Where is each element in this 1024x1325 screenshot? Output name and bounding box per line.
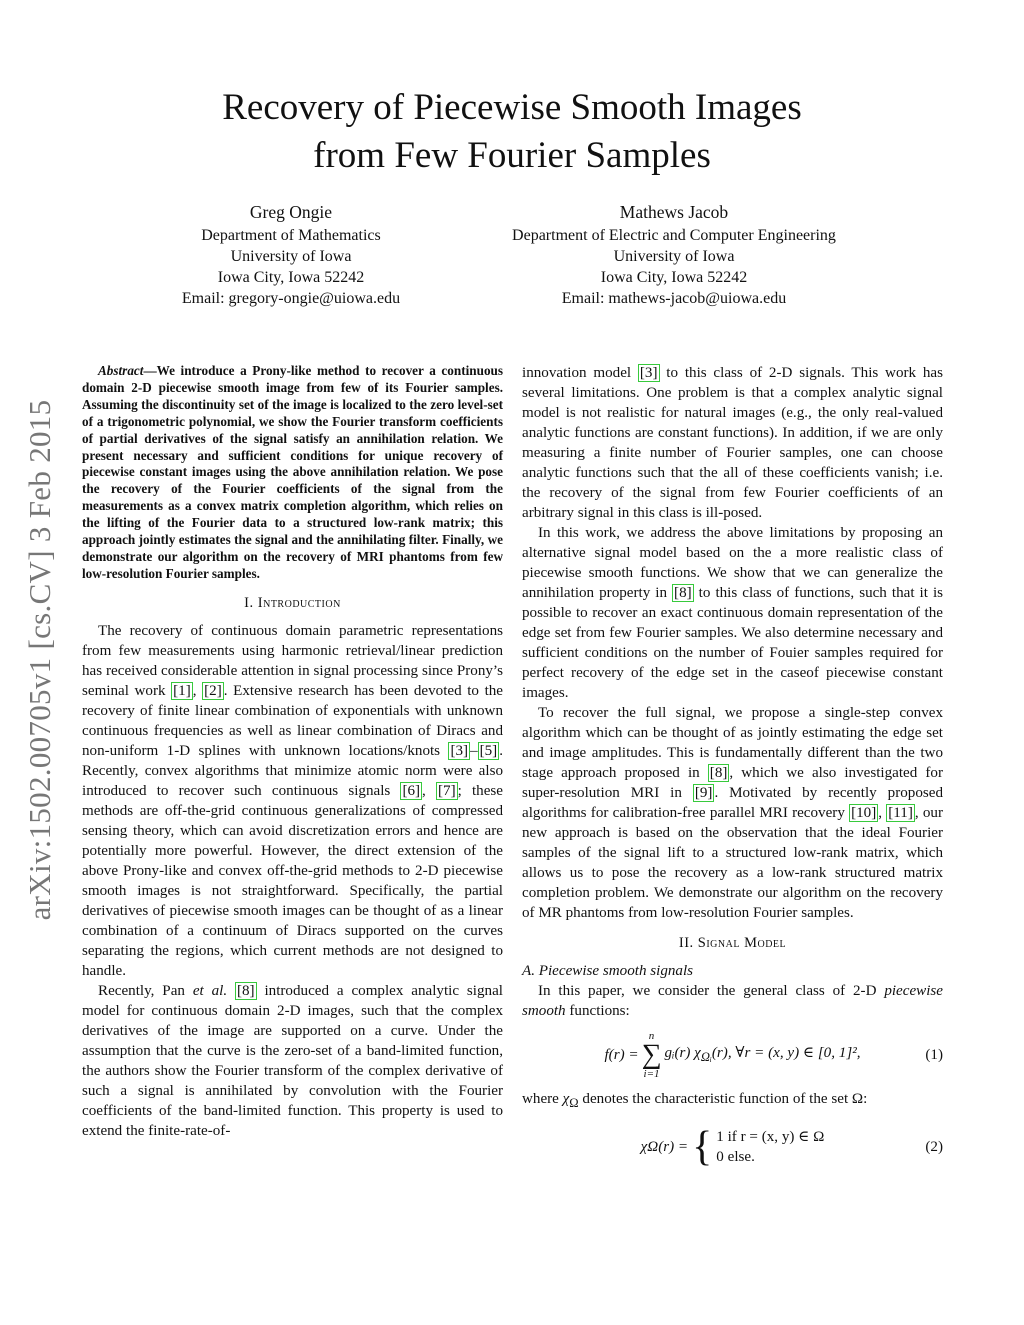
paragraph bbox=[522, 703, 943, 923]
citation-link[interactable]: [8] bbox=[674, 585, 692, 601]
author-block-2 bbox=[500, 202, 848, 309]
text-run-italic: et al. bbox=[192, 982, 228, 999]
intro-paragraph-1 bbox=[82, 621, 503, 981]
citation-link[interactable]: [8] bbox=[709, 765, 728, 781]
text-run-italic: piecewise smooth bbox=[522, 983, 943, 1019]
section-title: Introduction bbox=[257, 594, 341, 611]
citation-link[interactable]: [8] bbox=[236, 982, 255, 999]
continued-paragraph bbox=[522, 363, 943, 523]
text-run: , which we also investigated for super-resolution MRI in bbox=[522, 765, 943, 801]
text-run: , bbox=[192, 682, 203, 699]
section-number: II. bbox=[678, 935, 694, 951]
sum-upper: n bbox=[648, 1030, 655, 1042]
text-run: In this paper, we consider the general class of 2-D bbox=[538, 983, 885, 999]
title-line-1: Recovery of Piecewise Smooth Images bbox=[222, 87, 802, 128]
abstract-dash: — bbox=[143, 363, 157, 378]
text-run: ; these methods are off-the-grid continuous generalizations of compressed sensing theory, which can avoid discretization errors and hence are potentially more powerful. However, the direct extension of the above Prony-like and convex off-the-grid methods to 2-D piecewise smooth images is not straightforward. Specifically, the partial derivatives of piecewise smooth images can be thought of as a linear combination of a continuum of Diracs supported on the curves separating the regions, which current methods are not designed to handle. bbox=[82, 782, 503, 979]
citation-link[interactable]: [10] bbox=[851, 805, 877, 821]
author-name: Greg Ongie bbox=[249, 202, 333, 222]
abstract-text: We introduce a Prony-like method to recover a continuous domain 2-D piecewise smooth image from few of its Fourier samples. Assuming the discontinuity set of the image is localized to the zero level-set of a trigonometric polynomial, we show the Fourier transform coefficients of partial derivatives of the signal satisfy an annihilation relation. We present necessary and sufficient conditions for unique recovery of piecewise constant images using the above annihilation relation. We pose the recovery of the Fourier coefficients of the signal from the measurements as a convex matrix completion algorithm, which relies on the lifting of the Fourier data to a structured low-rank matrix; this approach jointly estimates the signal and the annihilating filter. Finally, we demonstrate our algorithm on the recovery of MRI phantoms from few low-resolution Fourier samples. bbox=[82, 363, 503, 581]
eq1-body bbox=[665, 1043, 861, 1067]
author-email: Email: gregory-ongie@uiowa.edu bbox=[181, 290, 401, 307]
equation-1 bbox=[522, 1027, 943, 1083]
right-column bbox=[522, 363, 943, 1181]
subsection-heading: A. Piecewise smooth signals bbox=[522, 963, 694, 979]
text-run: denotes the characteristic function of the set Ω: bbox=[578, 1091, 868, 1107]
text-run: – bbox=[470, 742, 478, 759]
citation-link[interactable]: [6] bbox=[402, 782, 421, 799]
citation-link[interactable]: [3] bbox=[639, 365, 658, 381]
text-run: . Recently, convex algorithms that minimize atomic norm were also introduced to recover such continuous signals bbox=[82, 742, 503, 799]
case-1: 1 if r = (x, y) ∈ Ω bbox=[716, 1129, 825, 1146]
section-heading-introduction bbox=[82, 593, 503, 613]
text-run: . Motivated by recently proposed algorithms for calibration-free parallel MRI recovery bbox=[522, 785, 943, 821]
eq1-lhs: f(r) = bbox=[604, 1047, 639, 1063]
author-city: Iowa City, Iowa 52242 bbox=[600, 269, 748, 286]
section-number: I. bbox=[244, 594, 254, 611]
summation bbox=[642, 1030, 662, 1080]
author-email: Email: mathews-jacob@uiowa.edu bbox=[561, 290, 787, 307]
abstract-label: Abstract bbox=[98, 363, 144, 378]
section-title: Signal Model bbox=[697, 935, 787, 951]
cases-block bbox=[692, 1124, 825, 1171]
intro-paragraph-2 bbox=[82, 981, 503, 1141]
author-block-1 bbox=[150, 202, 432, 309]
eq1-body-tail: (r), ∀r = (x, y) ∈ [0, 1]², bbox=[711, 1044, 861, 1061]
author-univ: University of Iowa bbox=[230, 248, 352, 265]
citation-link[interactable]: [3] bbox=[450, 742, 469, 759]
text-run: introduced a complex analytic signal model for continuous domain 2-D images, such that the complex derivatives of the image are supported on a curve. Under the assumption that the curve is the zero-set of a band-limited function, the authors show the Fourier transform of the complex derivative of such a signal is annihilated by convolution with the Fourier coefficients of the band-limited function. This property is used to extend the finite-rate-of- bbox=[82, 982, 503, 1139]
paragraph bbox=[522, 1089, 943, 1113]
cases-rows bbox=[716, 1127, 824, 1167]
citation-link[interactable]: [7] bbox=[438, 782, 456, 799]
sigma-symbol: ∑ bbox=[641, 1039, 662, 1070]
text-run: functions: bbox=[565, 1003, 630, 1019]
author-dept: Department of Mathematics bbox=[201, 227, 381, 244]
citation-link[interactable]: [1] bbox=[173, 682, 191, 699]
text-run: , bbox=[878, 805, 887, 821]
citation-link[interactable]: [11] bbox=[888, 805, 913, 821]
omega-sub: Ω bbox=[569, 1096, 579, 1111]
text-run: where bbox=[522, 1091, 563, 1107]
paper-title bbox=[0, 84, 1024, 180]
eq1-body-sub: Ωᵢ bbox=[700, 1050, 712, 1064]
paragraph bbox=[522, 523, 943, 703]
abstract bbox=[82, 363, 503, 583]
author-name: Mathews Jacob bbox=[619, 202, 729, 222]
author-univ: University of Iowa bbox=[613, 248, 735, 265]
text-run: , bbox=[422, 782, 436, 799]
citation-link[interactable]: [2] bbox=[204, 682, 222, 699]
left-column bbox=[82, 363, 503, 1141]
eq2-lhs: χΩ(r) = bbox=[640, 1139, 689, 1156]
arxiv-identifier bbox=[22, 360, 57, 960]
arxiv-id-text: arXiv:1502.00705v1 [cs.CV] 3 Feb 2015 bbox=[22, 399, 57, 921]
text-run: . Extensive research has been devoted to the recovery of finite linear combination of exponentials with unknown continuous frequencies as well as linear combination of Diracs and non-uniform 1-D splines with unknown locations/knots bbox=[82, 682, 504, 759]
case-2: 0 else. bbox=[716, 1149, 755, 1166]
text-run: to this class of 2-D signals. This work has several limitations. One problem is that a complex analytic signal model is not realistic for natural images (e.g., the only real-valued analytic functions are constant functions). In addition, if we are only measuring a finite number of Fourier samples, one can choose analytic functions such that the all of these coefficients vanish; i.e. the recovery of the signal from few Fourier coefficients of an arbitrary signal in this class is ill-posed. bbox=[522, 365, 943, 521]
text-run: In this work, we address the above limitations by proposing an alternative signal model based on the a more realistic class of piecewise smooth functions. We show that we can generalize the annihilation property in bbox=[522, 525, 943, 601]
citation-link[interactable]: [9] bbox=[694, 785, 713, 801]
left-brace: { bbox=[692, 1124, 713, 1171]
text-run bbox=[227, 983, 235, 999]
eq1-body-main: gᵢ(r) χ bbox=[664, 1044, 701, 1061]
equation-number: (2) bbox=[925, 1139, 943, 1156]
text-run: innovation model bbox=[522, 365, 638, 381]
section-heading-signal-model bbox=[522, 933, 943, 953]
paragraph bbox=[522, 981, 943, 1021]
text-run: The recovery of continuous domain parametric representations from few measurements using harmonic retrieval/linear prediction has received considerable attention in signal processing since Prony’s seminal work bbox=[82, 622, 503, 699]
equation-number: (1) bbox=[925, 1047, 943, 1063]
author-city: Iowa City, Iowa 52242 bbox=[217, 269, 365, 286]
equation-2 bbox=[522, 1119, 943, 1175]
text-run: Recently, Pan bbox=[98, 982, 193, 999]
text-run: , our new approach is based on the observation that the ideal Fourier samples of the signal lift to a structured low-rank matrix, which allows us to pose the recovery as a low-rank structured matrix completion problem. We demonstrate our algorithm on the recovery of MR phantoms from low-resolution Fourier samples. bbox=[522, 805, 943, 921]
text-run: to this class of functions, such that it is possible to recover an exact continuous domain representation of the edge set from few Fourier samples. We also determine necessary and sufficient conditions on the number of Fouier samples required for perfect recovery of the edge set in the caseof piecewise constant images. bbox=[522, 585, 944, 701]
sum-lower: i=1 bbox=[643, 1068, 660, 1080]
citation-link[interactable]: [5] bbox=[479, 742, 498, 759]
title-line-2: from Few Fourier Samples bbox=[313, 135, 711, 176]
author-dept: Department of Electric and Computer Engineering bbox=[512, 227, 836, 244]
text-run: To recover the full signal, we propose a single-step convex algorithm which can be thought of as jointly estimating the edge set and image amplitudes. This is fundamentally different than the two stage approach proposed in bbox=[522, 705, 943, 781]
chi-symbol: χ bbox=[562, 1091, 570, 1107]
